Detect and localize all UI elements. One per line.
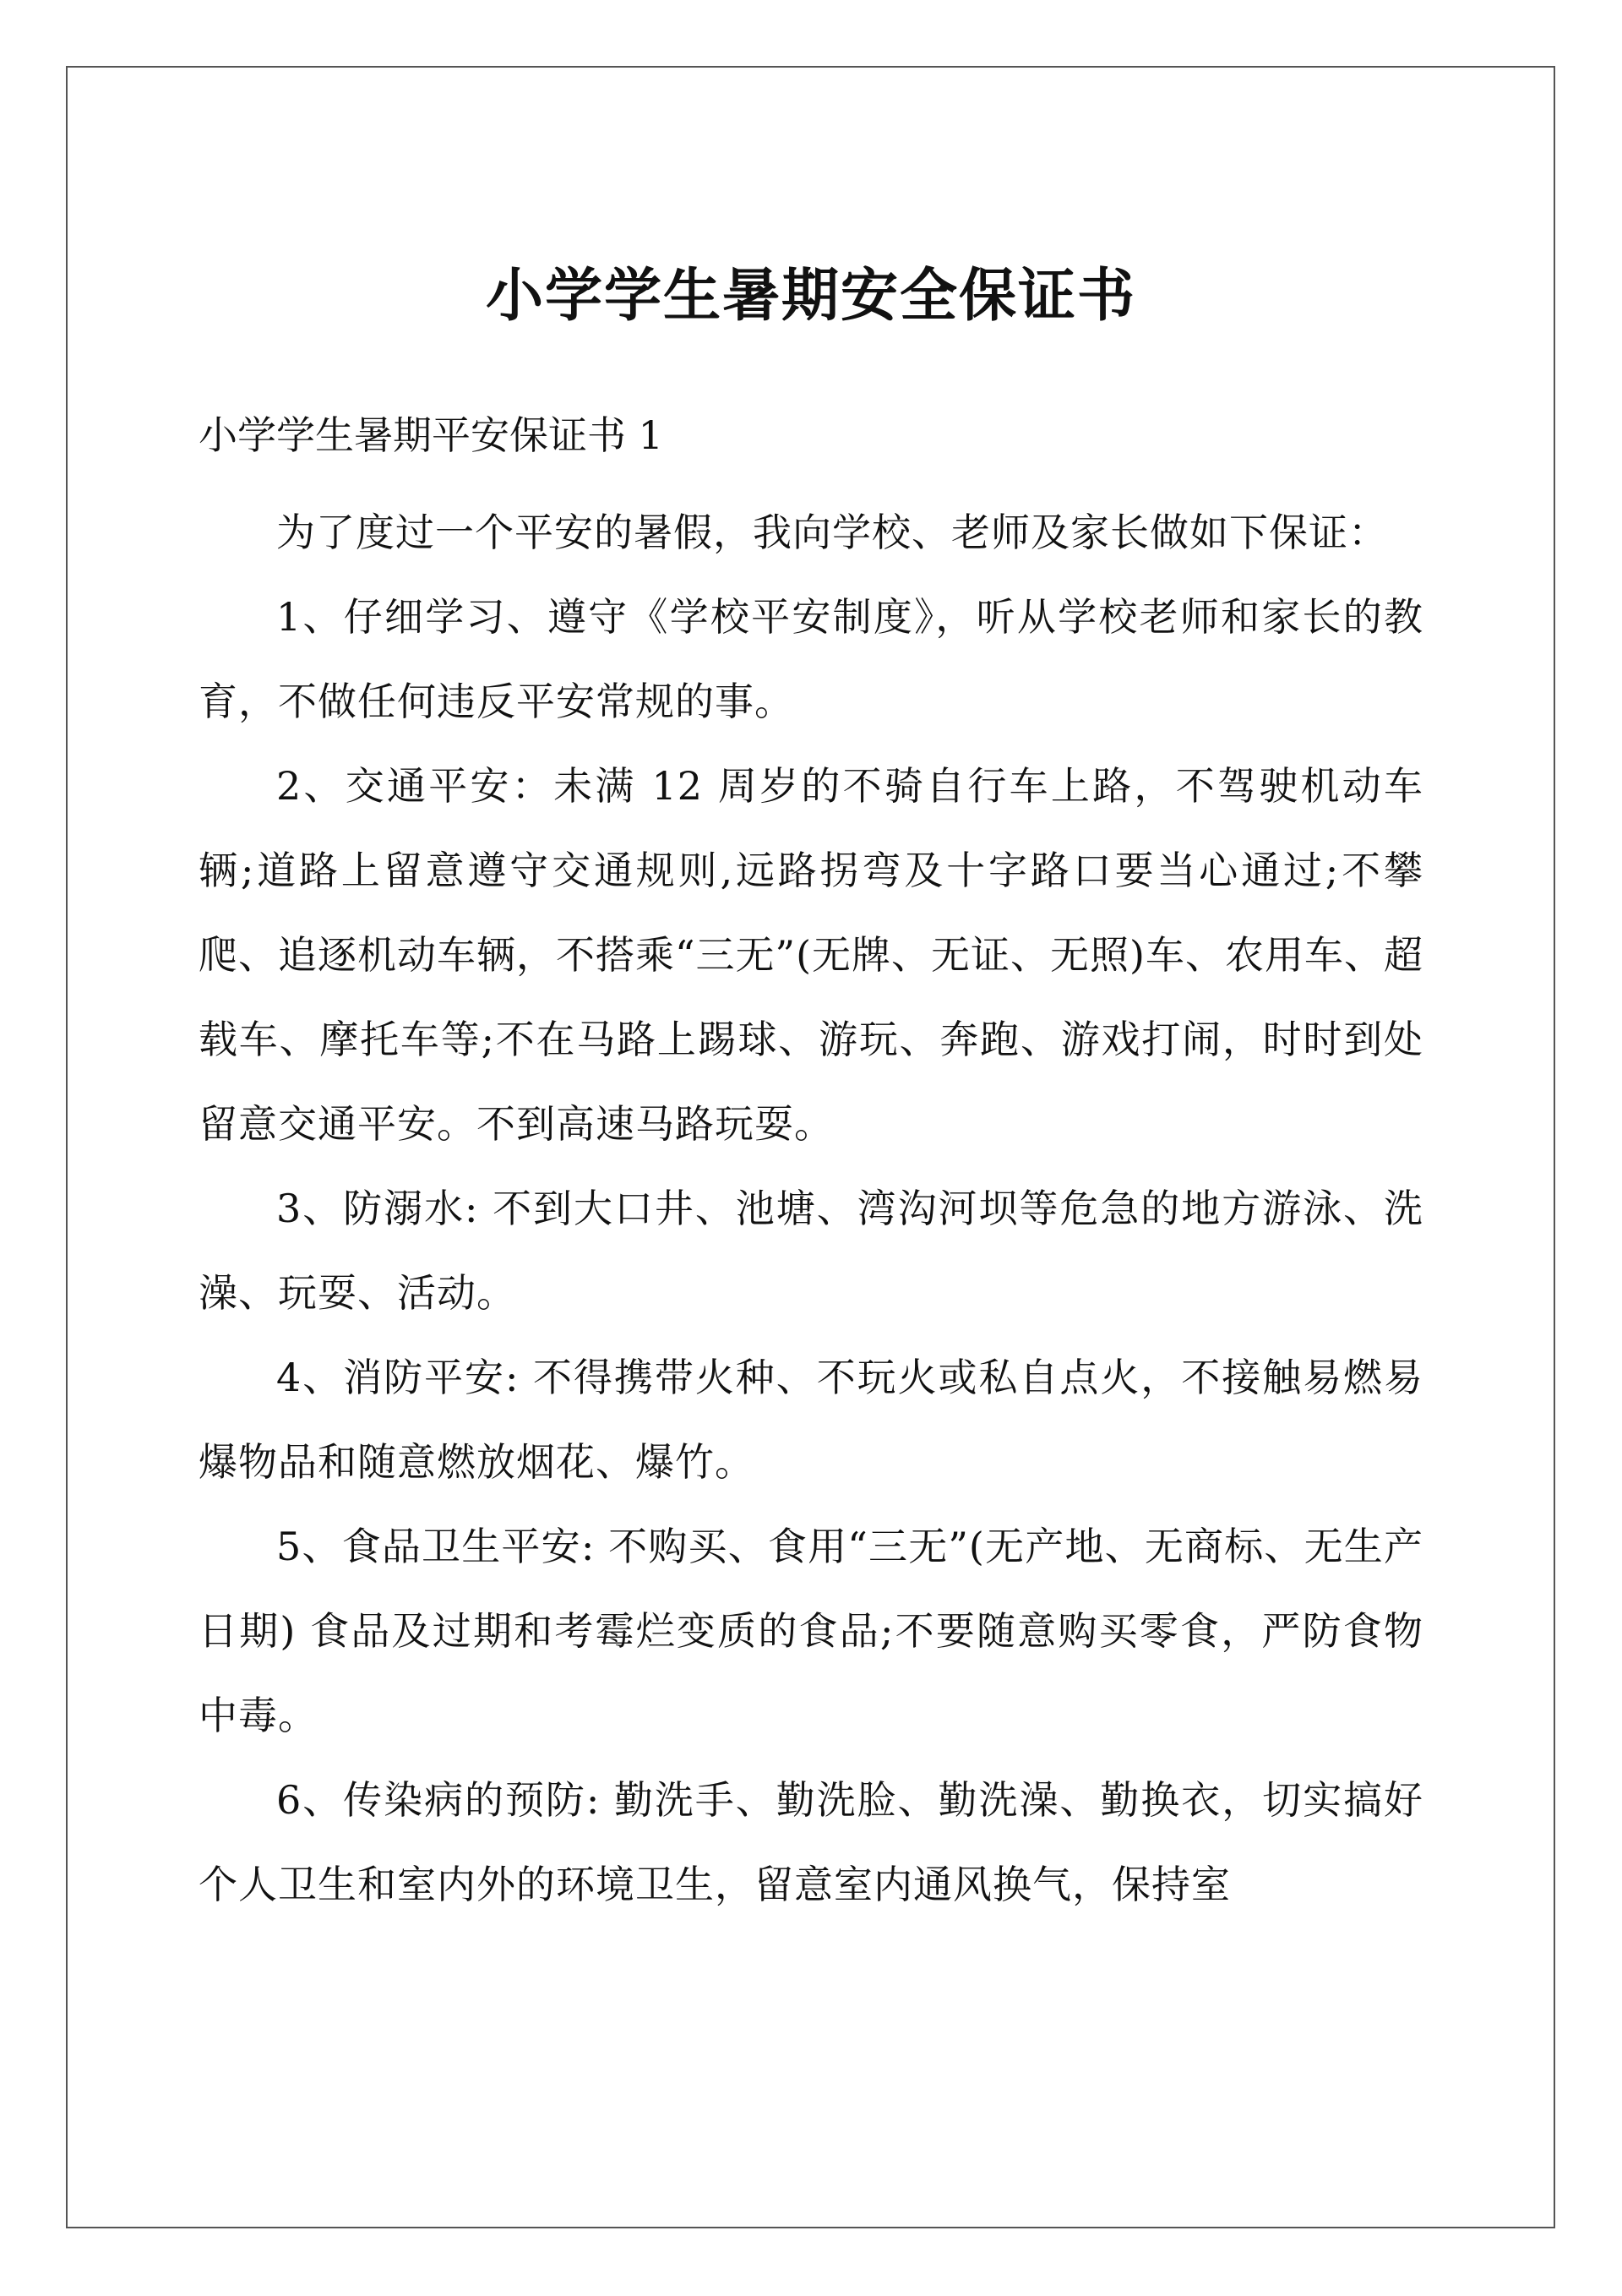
- paragraph-item-5: 5、食品卫生平安: 不购买、食用“三无”(无产地、无商标、无生产日期) 食品及过期和考霉烂变质的食品;不要随意购买零食，严防食物中毒。: [199, 1524, 1423, 1738]
- document-subtitle: 小学学生暑期平安保证书 1: [199, 412, 663, 458]
- paragraph-item-4: 4、消防平安: 不得携带火种、不玩火或私自点火，不接触易燃易爆物品和随意燃放烟花、爆竹。: [199, 1355, 1423, 1485]
- document-body: [199, 490, 1423, 1927]
- paragraph-item-1: 1、仔细学习、遵守《学校平安制度》，听从学校老师和家长的教育，不做任何违反平安常规的事。: [199, 594, 1423, 724]
- paragraph-intro: 为了度过一个平安的暑假，我向学校、老师及家长做如下保证：: [276, 510, 1388, 555]
- paragraph-item-2: 2、交通平安：未满 12 周岁的不骑自行车上路，不驾驶机动车辆;道路上留意遵守交通规则,远路拐弯及十字路口要当心通过;不攀爬、追逐机动车辆，不搭乘“三无”(无牌、无证、无照)车、农用车、超载车、摩托车等;不在马路上踢球、游玩、奔跑、游戏打闹，时时到处留意交通平安。不到高速马路玩耍。: [199, 763, 1423, 1147]
- document-title: 小学学生暑期安全保证书: [485, 262, 1136, 330]
- paragraph-item-6: 6、传染病的预防: 勤洗手、勤洗脸、勤洗澡、勤换衣，切实搞好个人卫生和室内外的环境卫生，留意室内通风换气，保持室: [199, 1777, 1423, 1907]
- paragraph-item-3: 3、防溺水: 不到大口井、池塘、湾沟河坝等危急的地方游泳、洗澡、玩耍、活动。: [199, 1186, 1423, 1316]
